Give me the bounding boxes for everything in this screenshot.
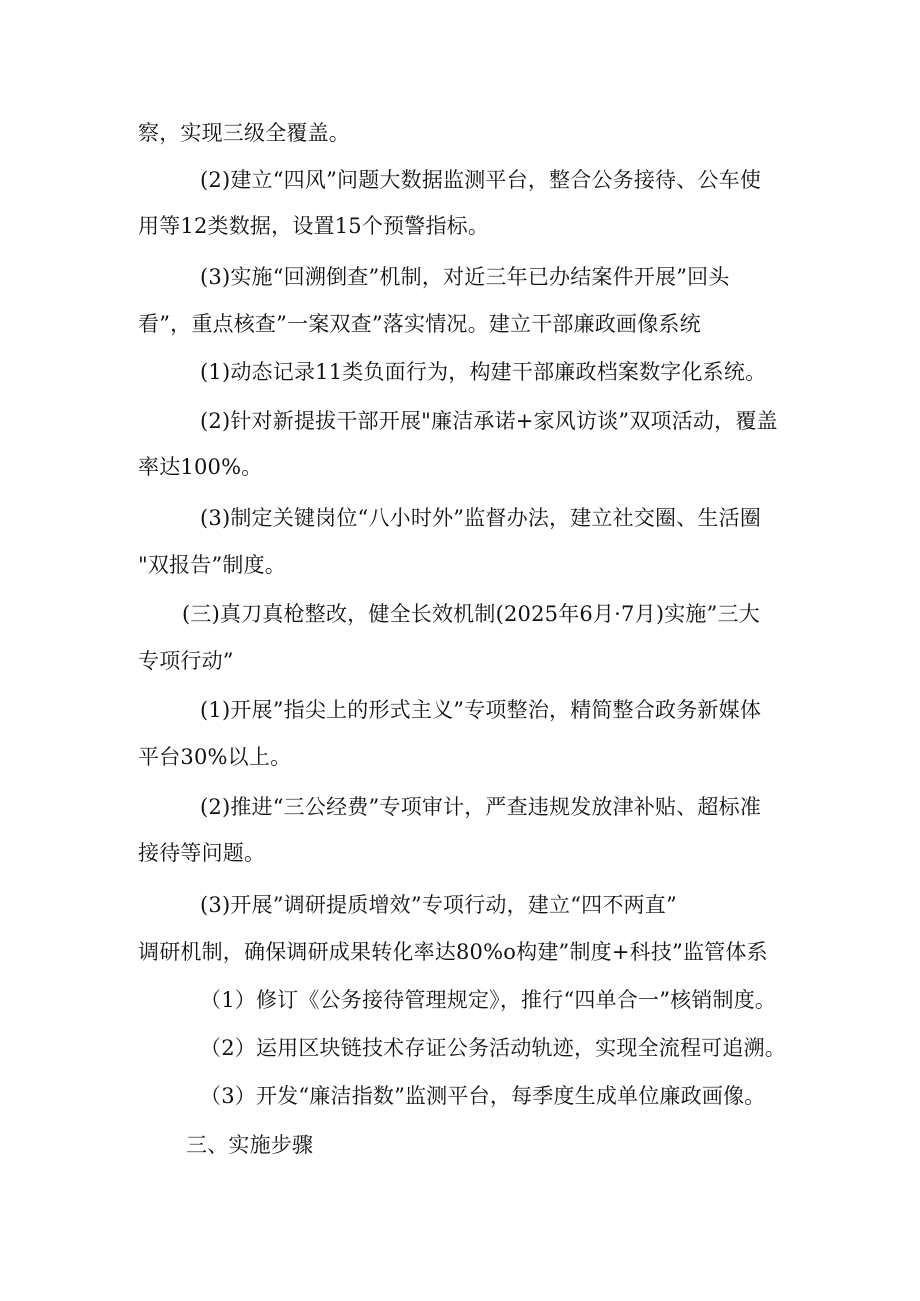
text-line: （1）修订《公务接待管理规定》，推行“四单合一”核销制度。 xyxy=(200,988,777,1012)
text-line: (3)制定关键岗位“八小时外”监督办法，建立社交圈、生活圈 xyxy=(200,506,762,530)
text-line: (2)建立“四风”问题大数据监测平台，整合公务接待、公车使 xyxy=(200,168,762,192)
text-line: 专项行动” xyxy=(138,649,234,673)
text-line: 接待等问题。 xyxy=(138,841,266,865)
text-line: 用等12类数据，设置15个预警指标。 xyxy=(138,214,490,238)
text-line: （3）开发“廉洁指数”监测平台，每季度生成单位廉政画像。 xyxy=(200,1084,766,1108)
text-line: 调研机制，确保调研成果转化率达80%o构建”制度+科技”监管体系 xyxy=(138,940,768,964)
text-line: 察，实现三级全覆盖。 xyxy=(138,121,350,145)
text-line: (2)推进“三公经费”专项审计，严查违规发放津补贴、超标准 xyxy=(200,795,762,819)
text-line: (2)针对新提拔干部开展"廉洁承诺+家风访谈”双项活动，覆盖 xyxy=(200,409,778,433)
text-line: (3)开展”调研提质增效”专项行动，建立“四不两直” xyxy=(200,893,677,917)
text-line: 平台30%以上。 xyxy=(138,745,292,769)
text-line: "双报告”制度。 xyxy=(138,553,286,577)
text-line: 看”，重点核查”一案双查”落实情况。建立干部廉政画像系统 xyxy=(138,312,701,336)
text-line: (1)动态记录11类负面行为，构建干部廉政档案数字化系统。 xyxy=(200,360,767,384)
text-line: (3)实施“回溯倒查”机制，对近三年已办结案件开展”回头 xyxy=(200,265,730,289)
text-line: （2）运用区块链技术存证公务活动轨迹，实现全流程可追溯。 xyxy=(200,1036,786,1060)
text-line: 率达100%。 xyxy=(138,455,263,479)
section-heading: 三、实施步骤 xyxy=(186,1133,314,1157)
text-line: (三)真刀真枪整改，健全长效机制(2025年6月·7月)实施”三大 xyxy=(182,602,760,626)
text-line: (1)开展”指尖上的形式主义”专项整治，精简整合政务新媒体 xyxy=(200,698,762,722)
